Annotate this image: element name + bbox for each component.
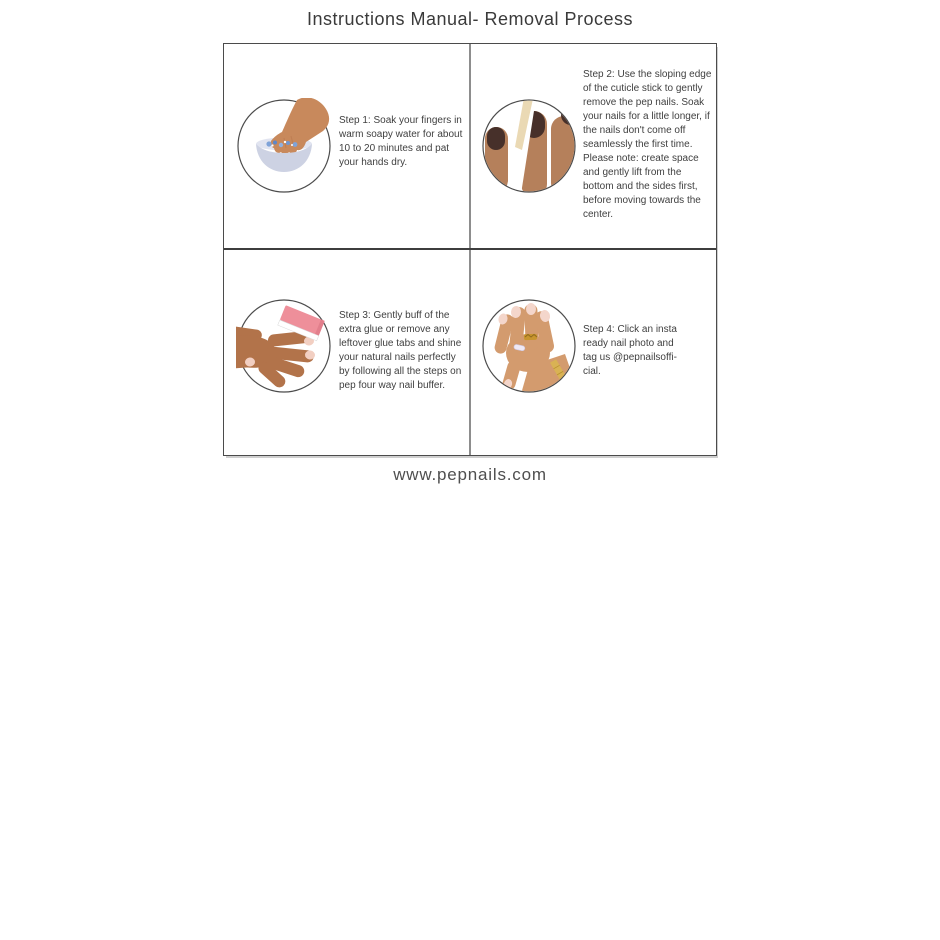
- step-2-cell: [471, 44, 716, 248]
- step-1-cell: [224, 44, 469, 248]
- step-2-text: Step 2: Use the sloping edge of the cuticle stick to gently remove the pep nails. Soak your nails for a little longer, if the nails don't come off seamlessly the first time. Please note: create space and gently lift from the bottom and the sides first, before moving towards the center.: [583, 69, 712, 220]
- manicured-hand-with-rings-icon: [481, 298, 577, 394]
- page-title: Instructions Manual- Removal Process: [306, 9, 634, 29]
- steps-grid: [223, 43, 717, 456]
- cuticle-stick-removing-nail-icon: [481, 98, 577, 194]
- website-url: www.pepnails.com: [393, 465, 547, 484]
- hand-soaking-in-bowl-icon: [236, 98, 332, 194]
- step-3-text: Step 3: Gently buff of the extra glue or remove any leftover glue tabs and shine your natural nails perfectly by following all the steps on pep four way nail buffer.: [339, 310, 462, 391]
- step-4-text: Step 4: Click an insta ready nail photo and tag us @pepnailsoffi-cial.: [583, 324, 677, 377]
- step-3-cell: [224, 250, 469, 455]
- step-1-text: Step 1: Soak your fingers in warm soapy water for about 10 to 20 minutes and pat your hands dry.: [339, 115, 463, 168]
- nail-buffer-on-hand-icon: [236, 298, 332, 394]
- step-4-cell: [471, 250, 716, 455]
